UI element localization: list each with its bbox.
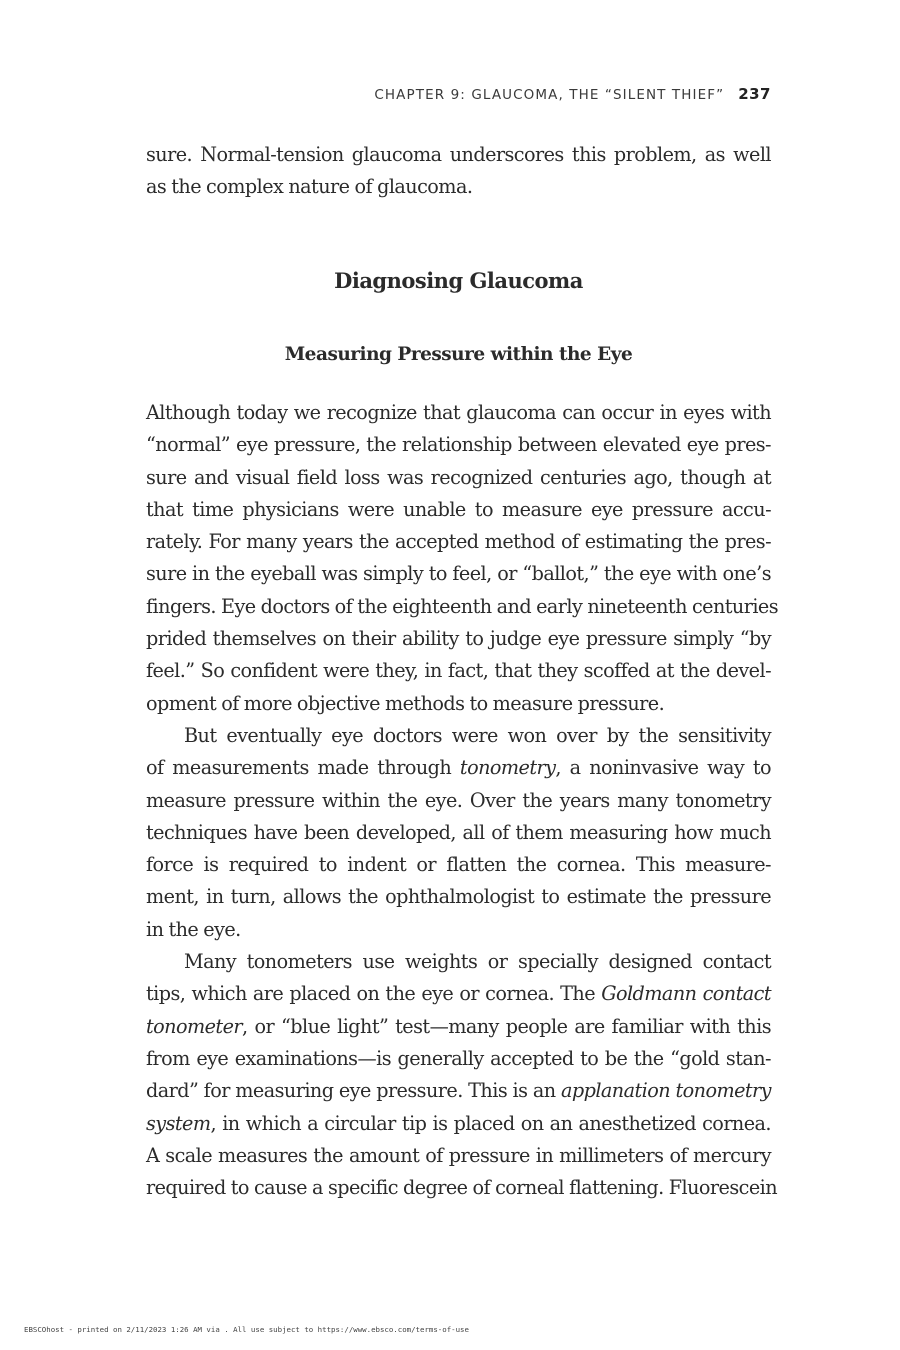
text-line: rately. For many years the accepted method of estimating the pres- — [146, 530, 771, 554]
text-line: force is required to indent or flatten the cornea. This measure- — [146, 853, 771, 877]
text-line: measure pressure within the eye. Over the years many tonometry — [146, 788, 771, 812]
text-line: from eye examinations—is generally accepted to be the “gold stan- — [146, 1046, 771, 1070]
text-line: techniques have been developed, all of them measuring how much — [146, 820, 771, 844]
italic-term: system — [146, 1111, 211, 1135]
text-line: that time physicians were unable to measure eye pressure accu- — [146, 497, 771, 521]
text-line: as the complex nature of glaucoma. — [146, 175, 473, 199]
paragraph-1 — [146, 397, 779, 1204]
section-heading: Diagnosing Glaucoma — [334, 268, 583, 293]
text-line: sure and visual field loss was recognized centuries ago, though at — [146, 465, 771, 489]
text-line: ment, in turn, allows the ophthalmologist to estimate the pressure — [146, 885, 771, 909]
italic-term: Goldmann contact — [601, 982, 771, 1006]
print-footer: EBSCOhost - printed on 2/11/2023 1:26 AM via . All use subject to https://www.ebsco.com/terms-of-use — [24, 1325, 469, 1334]
italic-term: tonometer — [146, 1014, 243, 1038]
text-line: Many tonometers use weights or specially designed contact — [184, 950, 771, 974]
text-line: prided themselves on their ability to judge eye pressure simply “by — [146, 627, 771, 651]
text-line: system, in which a circular tip is placed on an anesthetized cornea. — [146, 1111, 771, 1135]
text-line: opment of more objective methods to measure pressure. — [146, 691, 665, 715]
text-line: of measurements made through tonometry, a noninvasive way to — [146, 756, 771, 780]
subsection-heading: Measuring Pressure within the Eye — [284, 344, 633, 365]
text-line: fingers. Eye doctors of the eighteenth and early nineteenth centuries — [146, 594, 779, 618]
running-title: CHAPTER 9: GLAUCOMA, THE “SILENT THIEF” — [374, 87, 725, 103]
running-head — [374, 84, 771, 105]
text-line: sure in the eyeball was simply to feel, or “ballot,” the eye with one’s — [146, 562, 771, 586]
text-line: Although today we recognize that glaucoma can occur in eyes with — [146, 401, 771, 424]
intro-paragraph — [146, 139, 771, 204]
page-number: 237 — [738, 85, 771, 103]
text-line: A scale measures the amount of pressure in millimeters of mercury — [146, 1143, 771, 1167]
text-line: “normal” eye pressure, the relationship between elevated eye pres- — [146, 433, 771, 457]
text-line: sure. Normal-tension glaucoma underscores this problem, as well — [146, 143, 771, 166]
text-line: But eventually eye doctors were won over by the sensitivity — [184, 723, 771, 747]
text-line: dard” for measuring eye pressure. This is an applanation tonometry — [146, 1079, 771, 1103]
text-line: tonometer, or “blue light” test—many people are familiar with this — [146, 1014, 771, 1038]
text-line: in the eye. — [146, 917, 241, 941]
text-line: required to cause a specific degree of corneal flattening. Fluorescein — [146, 1176, 778, 1200]
text-line: tips, which are placed on the eye or cornea. The Goldmann contact — [146, 982, 771, 1006]
italic-term: applanation tonometry — [560, 1079, 771, 1103]
italic-term: tonometry — [459, 756, 556, 780]
text-line: feel.” So confident were they, in fact, that they scoffed at the devel- — [146, 659, 771, 683]
